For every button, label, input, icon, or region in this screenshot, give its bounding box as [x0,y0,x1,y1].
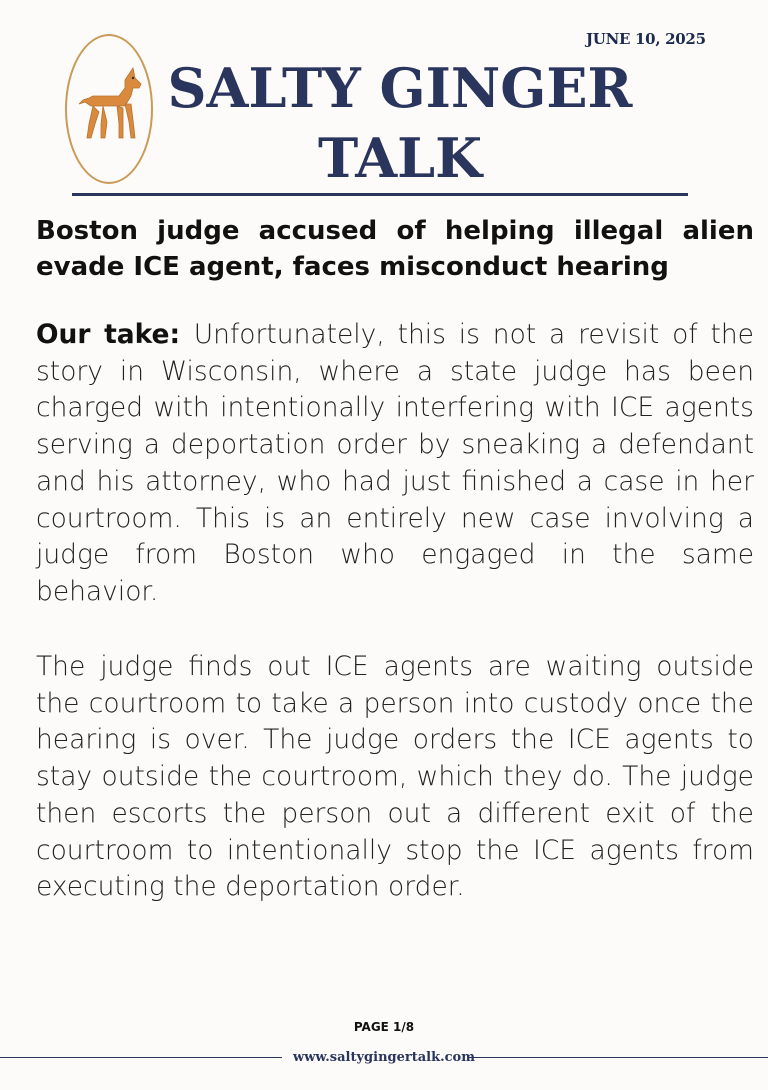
article-paragraph-1 [36,317,754,611]
dog-icon [75,66,145,156]
paragraph-1-text: Unfortunately, this is not a revisit of the story in Wisconsin, where a state judge has been charged with intentionally interfering with ICE agents serving a deportation order by sneaking a defendant and his attorney, who had just finished a case in her courtroom. This is an entirely new case involving a judge from Boston who engaged in the same behavior. [36,319,754,607]
article-headline: Boston judge accused of helping illegal alien evade ICE agent, faces misconduct hearing [36,216,754,282]
masthead-line-2: TALK [317,126,483,190]
our-take-label: Our take: [36,319,194,350]
masthead-title [150,53,650,193]
header-divider [72,193,688,196]
logo [65,34,153,184]
page-number: PAGE 1/8 [353,1020,415,1034]
website-link[interactable]: www.saltygingertalk.com [293,1050,475,1065]
issue-date: JUNE 10, 2025 [586,30,706,48]
article-paragraph-2: The judge finds out ICE agents are waiting outside the courtroom to take a person into custody once the hearing is over. The judge orders the ICE agents to stay outside the courtroom, which they do. The judge then escorts the person out a different exit of the courtroom to intentionally stop the ICE agents from executing the deportation order. [36,651,754,903]
masthead-line-1: SALTY GINGER [167,56,633,120]
